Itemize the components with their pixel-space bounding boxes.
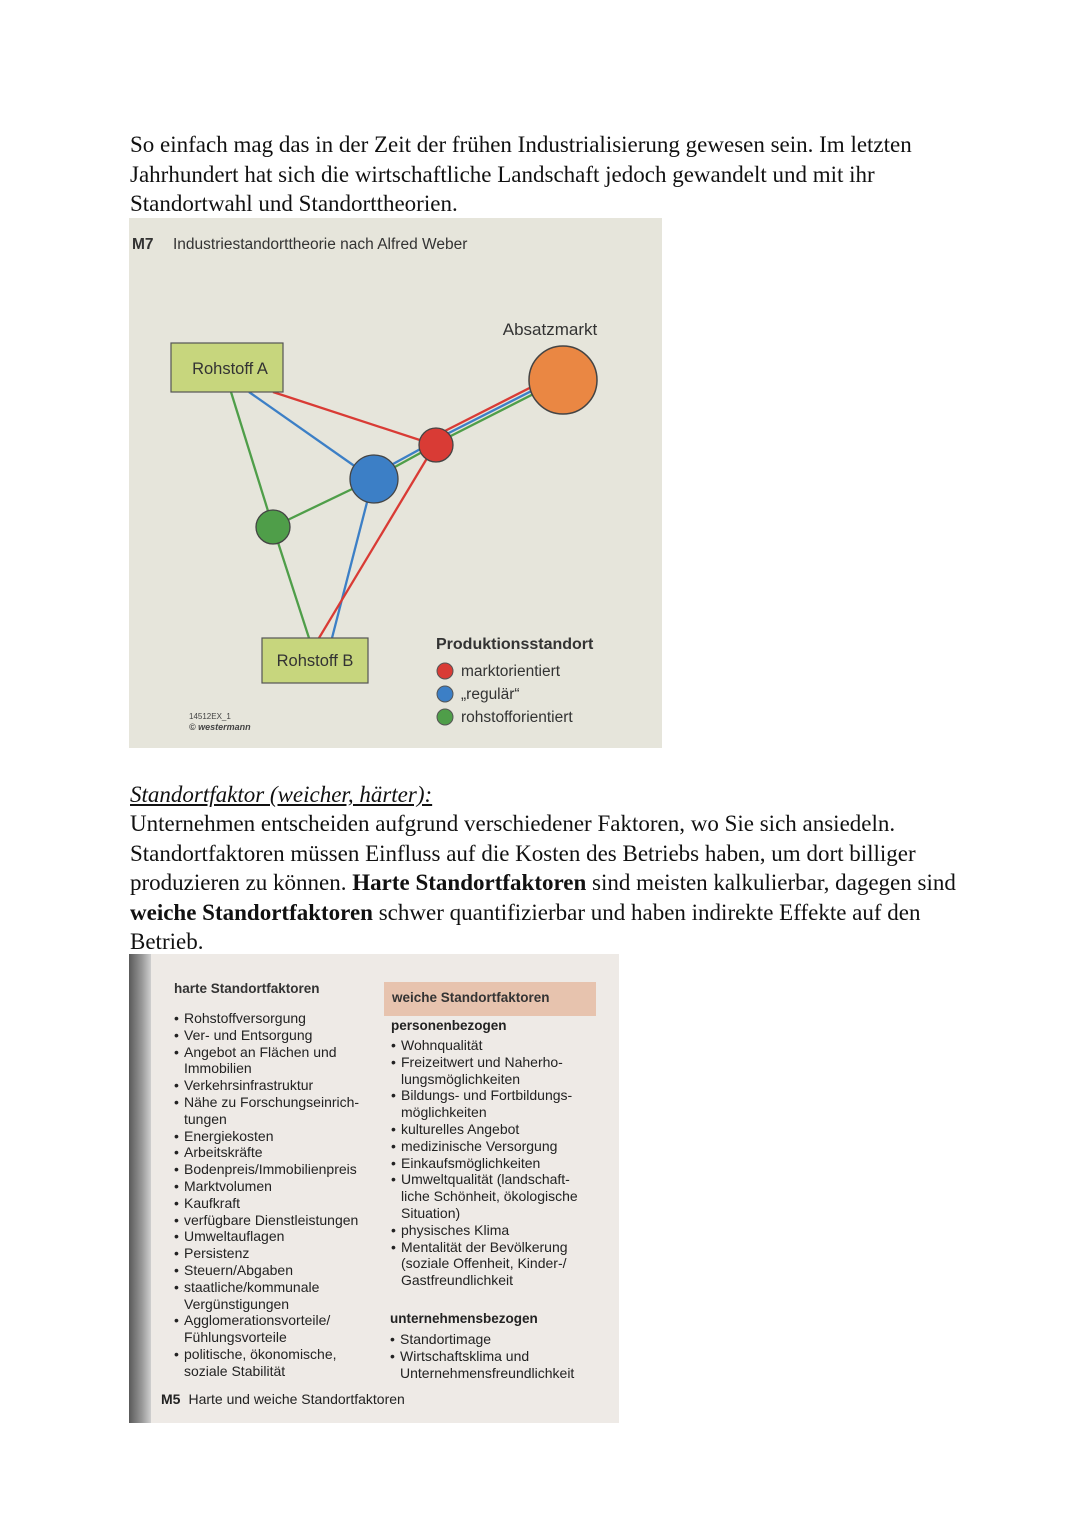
company-related-list: [390, 1331, 595, 1381]
legend-label-market: marktorientiert: [461, 663, 561, 680]
body-part-1: Unternehmen entscheiden aufgrund verschiedener Faktoren, wo Sie sich ansiedeln. Standortfaktoren müssen Einfluss auf die Kosten des Betriebs haben, um dort billiger produzieren zu können.: [130, 811, 916, 895]
hard-factor-item: • Umweltauflagen: [174, 1228, 379, 1245]
person-factor-item: • physisches Klima: [391, 1222, 591, 1239]
credit-code: 14512EX_1: [189, 712, 231, 721]
connection-lines: [231, 372, 561, 638]
hard-factor-item: • Persistenz: [174, 1245, 379, 1262]
hard-factor-item: • verfügbare Dienstleistungen: [174, 1212, 379, 1229]
figure-title: Industriestandorttheorie nach Alfred Weber: [173, 236, 468, 253]
hard-factor-item: • Rohstoffversorgung: [174, 1010, 379, 1027]
body-part-3: schwer quantifizierbar und haben indirekte Effekte auf den Betrieb.: [130, 899, 921, 954]
site-market-oriented: [419, 428, 453, 462]
person-factor-item: • medizinische Versorgung: [391, 1138, 591, 1155]
figure-caption: [161, 1391, 405, 1407]
person-related-list: [391, 1037, 591, 1289]
location-factors-table: [129, 954, 619, 1423]
person-factor-item: • Wohnqualität: [391, 1037, 591, 1054]
caption-text: Harte und weiche Standortfaktoren: [188, 1391, 405, 1407]
hard-factor-item: • Nähe zu Forschungseinrich-tungen: [174, 1094, 379, 1128]
caption-label: M5: [161, 1391, 181, 1407]
weber-diagram: [129, 218, 662, 748]
site-raw-oriented: [256, 510, 290, 544]
line-a-red: [273, 392, 435, 445]
hard-factor-item: • Arbeitskräfte: [174, 1144, 379, 1161]
legend-swatch-green: [437, 709, 453, 725]
company-related-title: unternehmensbezogen: [390, 1311, 538, 1326]
person-factor-item: • Einkaufsmöglichkeiten: [391, 1155, 591, 1172]
legend-title: Produktionsstandort: [436, 636, 594, 653]
hard-factor-item: • Bodenpreis/Immobilienpreis: [174, 1161, 379, 1178]
legend-swatch-red: [437, 663, 453, 679]
legend-label-regular: „regulär“: [461, 686, 520, 703]
legend-swatch-blue: [437, 686, 453, 702]
hard-factor-item: • Angebot an Flächen und Immobilien: [174, 1044, 379, 1078]
bold-hard-factors: Harte Standortfaktoren: [352, 870, 587, 895]
credit-publisher: © westermann: [189, 722, 251, 732]
hard-factor-item: • Marktvolumen: [174, 1178, 379, 1195]
person-related-title: personenbezogen: [391, 1018, 507, 1033]
line-a-green: [231, 392, 273, 527]
body-part-2: sind meisten kalkulierbar, dagegen sind: [586, 870, 956, 895]
person-factor-item: • kulturelles Angebot: [391, 1121, 591, 1138]
company-factor-item: • Wirtschaftsklima und Unternehmensfreundlichkeit: [390, 1348, 595, 1382]
person-factor-item: • Freizeitwert und Naherho-lungsmöglichkeiten: [391, 1054, 591, 1088]
person-factor-item: • Umweltqualität (landschaft-liche Schönheit, ökologische Situation): [391, 1171, 591, 1221]
site-regular: [350, 455, 398, 503]
page-shadow: [129, 954, 151, 1423]
soft-factors-header: weiche Standortfaktoren: [392, 990, 550, 1005]
market-circle: [529, 346, 597, 414]
bold-soft-factors: weiche Standortfaktoren: [130, 899, 373, 925]
person-factor-item: • Bildungs- und Fortbildungs-möglichkeiten: [391, 1087, 591, 1121]
section-heading: Standortfaktor (weicher, härter):: [130, 782, 433, 807]
raw-b-label: Rohstoff B: [276, 652, 354, 670]
intro-paragraph: So einfach mag das in der Zeit der frühen Industrialisierung gewesen sein. Im letzten Jahrhundert hat sich die wirtschaftliche Landschaft jedoch gewandelt und mit ihr Standortwahl und Standorttheorien.: [130, 132, 912, 216]
hard-factor-item: • Steuern/Abgaben: [174, 1262, 379, 1279]
hard-factor-item: • Energiekosten: [174, 1128, 379, 1145]
figure-label: M7: [132, 236, 154, 253]
section-paragraph: [130, 809, 960, 957]
hard-factors-list: [174, 1010, 379, 1380]
legend-label-raw: rohstofforientiert: [461, 709, 573, 726]
weber-diagram-svg: [129, 218, 662, 748]
hard-factor-item: • politische, ökonomische, soziale Stabilität: [174, 1346, 379, 1380]
raw-a-label: Rohstoff A: [192, 360, 268, 378]
person-factor-item: • Mentalität der Bevölkerung (soziale Offenheit, Kinder-/ Gastfreundlichkeit: [391, 1239, 591, 1289]
hard-factor-item: • Ver- und Entsorgung: [174, 1027, 379, 1044]
company-factor-item: • Standortimage: [390, 1331, 595, 1348]
hard-factor-item: • Kaufkraft: [174, 1195, 379, 1212]
market-label: Absatzmarkt: [502, 320, 598, 339]
hard-factors-header: harte Standortfaktoren: [174, 981, 320, 996]
hard-factor-item: • staatliche/kommunale Vergünstigungen: [174, 1279, 379, 1313]
hard-factor-item: • Agglomerationsvorteile/ Fühlungsvorteile: [174, 1312, 379, 1346]
hard-factor-item: • Verkehrsinfrastruktur: [174, 1077, 379, 1094]
